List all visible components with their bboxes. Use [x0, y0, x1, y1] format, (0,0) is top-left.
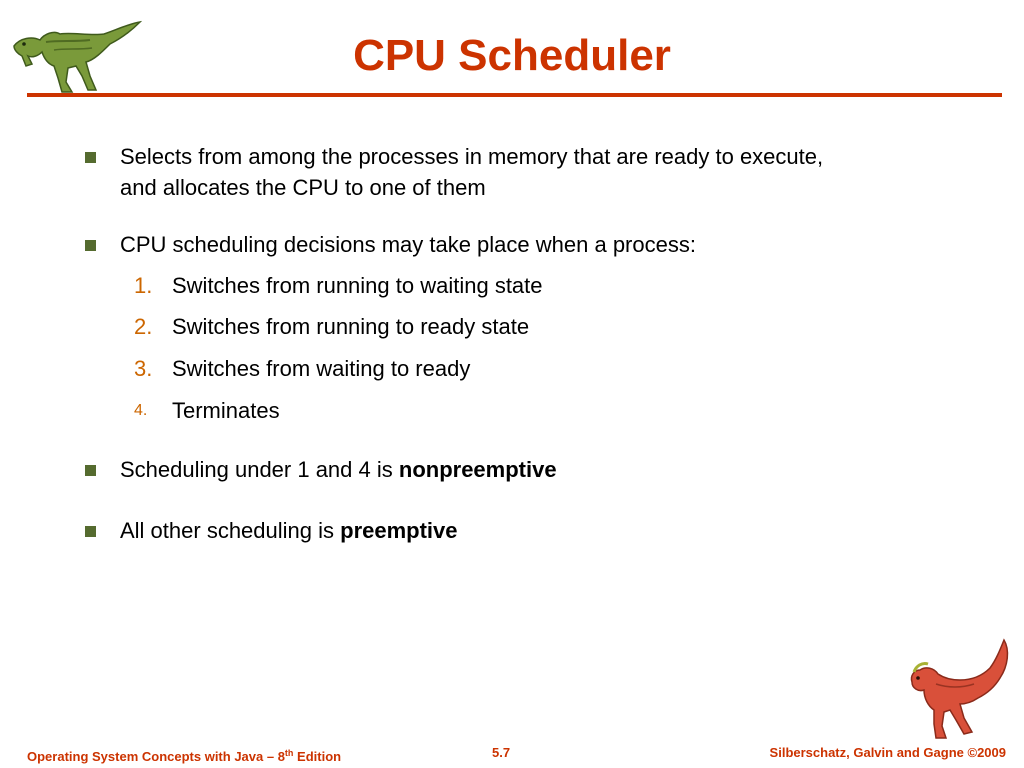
bullet-text: All other scheduling is — [120, 518, 341, 543]
bullet-emphasis: nonpreemptive — [398, 457, 557, 482]
square-bullet-icon — [85, 526, 96, 537]
sub-item-text: Terminates — [172, 398, 280, 423]
footer-book-title — [27, 744, 341, 766]
sub-item-number: 1. — [134, 273, 153, 298]
footer-authors: Silberschatz, Galvin and Gagne ©2009 — [769, 745, 1006, 760]
sub-item-number: 3. — [134, 356, 153, 381]
square-bullet-icon — [85, 465, 96, 476]
footer-superscript: th — [284, 748, 294, 758]
footer-book-title-suffix: Edition — [293, 749, 342, 764]
square-bullet-icon — [85, 152, 96, 163]
bullet-item: CPU scheduling decisions may take place when a process: — [120, 232, 696, 257]
sub-item-text: Switches from waiting to ready — [172, 356, 471, 381]
sub-item-text: Switches from running to ready state — [172, 314, 530, 339]
slide-title: CPU Scheduler — [353, 31, 671, 80]
footer-page-number: 5.7 — [492, 745, 511, 760]
square-bullet-icon — [85, 240, 96, 251]
bullet-text: Scheduling under 1 and 4 is — [120, 457, 399, 482]
red-dinosaur-icon — [906, 636, 1012, 744]
sub-item-number: 2. — [134, 314, 153, 339]
footer-book-title-text: Operating System Concepts with Java – 8 — [27, 749, 285, 764]
sub-item-text: Switches from running to waiting state — [172, 273, 543, 298]
bullet-emphasis: preemptive — [340, 518, 458, 543]
bullet-item — [120, 454, 880, 485]
sub-item-number: 4. — [134, 402, 148, 419]
bullet-item — [120, 515, 880, 546]
bullet-item: Selects from among the processes in memory that are ready to execute, and allocates the CPU to one of them — [120, 144, 824, 200]
